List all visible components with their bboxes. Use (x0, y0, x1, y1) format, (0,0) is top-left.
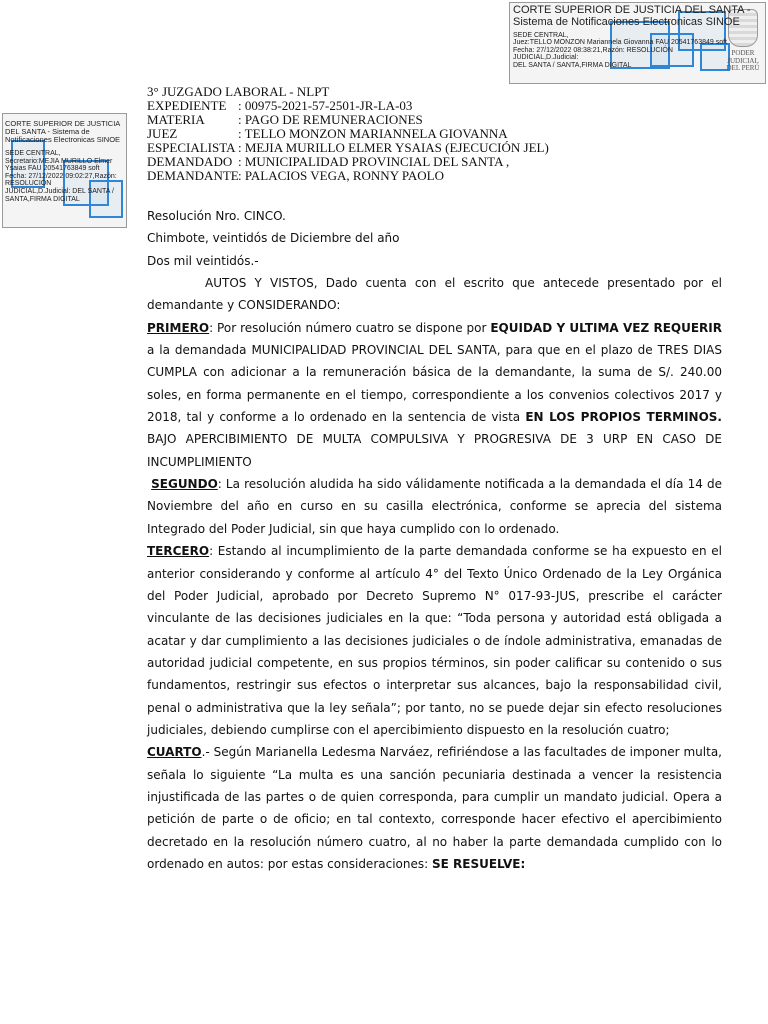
stamp-detail-line: Fecha: 27/12/2022 09:02:27,Razón: (5, 172, 117, 180)
case-header (147, 85, 549, 183)
paragraph-text: a la demandada MUNICIPALIDAD PROVINCIAL DEL SANTA, para que en el plazo de TRES DIAS CUMPLA con adicionar a la remuneración básica de la demandante, la suma de S/. 240.00 soles, en forma permanente en el tiempo, correspondiente a los convenios colectivos 2017 y 2018, tal y conforme a lo ordenado en la sentencia de vista (147, 343, 722, 425)
header-value: : MEJIA MURILLO ELMER YSAIAS (EJECUCIÓN JEL) (238, 140, 549, 155)
paragraph-label: PRIMERO (147, 320, 210, 335)
paragraph-label: SEGUNDO (151, 477, 218, 492)
header-value: : 00975-2021-57-2501-JR-LA-03 (238, 98, 413, 113)
se-resuelve: SE RESUELVE: (431, 856, 526, 871)
stamp-detail-line: Secretario:MEJIA MURILLO Elmer (5, 157, 113, 165)
digital-signature-stamp-judge (509, 2, 766, 84)
header-row-especialista (147, 141, 549, 155)
stamp-org-line: DEL SANTA - Sistema de (5, 127, 90, 137)
header-value: : MUNICIPALIDAD PROVINCIAL DEL SANTA , (238, 154, 510, 169)
paragraph-label: TERCERO (147, 544, 210, 559)
stamp-detail-line: RESOLUCIÓN (5, 180, 52, 188)
stamp-detail-line: SANTA,FIRMA DIGITAL (5, 195, 80, 203)
paragraph-text: : Estando al incumplimiento de la parte demandada conforme se ha expuesto en el anterior considerando y conforme al artículo 4° del Texto Único Ordenado de la Ley Orgánica del Poder Judicial, aprobado por Decreto Supremo N° 017-93-JUS, prescribe el carácter vinculante de las decisiones judiciales en la que: “Toda persona y autoridad está obligada a acatar y dar cumplimiento a las decisiones judiciales o de índole administrativa, emanadas de autoridad judicial competente, en sus propios términos, sin poder calificar su contenido o sus fundamentos, restringir sus efectos o interpretar sus alcances, bajo la responsabilidad civil, penal o administrativa que la ley señala”; por tanto, no se puede dejar sin efecto resoluciones judiciales, debiendo cumplirse con el apercibimiento dispuesto en la resolución cuatro; (147, 544, 722, 737)
stamp-org-line: Sistema de Notificaciones Electronicas SINOE (513, 15, 740, 28)
header-value: : PALACIOS VEGA, RONNY PAOLO (238, 168, 444, 183)
header-key: ESPECIALISTA (147, 140, 236, 155)
header-value: : PAGO DE REMUNERACIONES (238, 112, 423, 127)
header-row-materia (147, 113, 549, 127)
resolution-body (147, 205, 722, 875)
emphasis-text: EQUIDAD Y ULTIMA VEZ REQUERIR (490, 320, 722, 335)
stamp-detail-line: Ysaias FAU 20541763849 soft (5, 165, 100, 173)
header-key: EXPEDIENTE (147, 98, 227, 113)
stamp-detail-line: Juez:TELLO MONZON Mariannela Giovanna FAU 20541763849 soft (513, 39, 727, 47)
header-key: DEMANDANTE (147, 168, 239, 183)
paragraph-label: CUARTO (147, 745, 202, 760)
emphasis-text: EN LOS PROPIOS TERMINOS. (525, 410, 722, 425)
header-key: DEMANDADO (147, 154, 233, 169)
logo-subtext: DEL PERÚ (726, 64, 760, 73)
logo-text: PODER JUDICIAL (727, 49, 759, 65)
paragraph-text: : Por resolución número cuatro se dispone por (209, 320, 491, 335)
paragraph-text: : La resolución aludida ha sido válidamente notificada a la demandada el día 14 de Noviembre del año en curso en su casilla electrónica, conforme se aprecia del sistema Integrado del Poder Judicial, sin que haya cumplido con lo ordenado. (147, 477, 722, 536)
paragraph-text: .- Según Marianella Ledesma Narváez, refiriéndose a las facultades de imponer multa, señala lo siguiente “La multa es una sanción pecuniaria destinada a vencer la resistencia injustificada de las partes o de quien corresponda, para cumplir un mandato judicial. Opera a petición de parte o de oficio; en tal contexto, corresponde hacer efectivo el apercibimiento decretado en la resolución número cuatro, al no haber la parte demandada cumplido con lo ordenado en autos: por estas consideraciones: (147, 745, 722, 871)
paragraph-text: BAJO APERCIBIMIENTO DE MULTA COMPULSIVA Y PROGRESIVA DE 3 URP EN CASO DE INCUMPLIMIENTO (147, 432, 722, 469)
stamp-org-line: CORTE SUPERIOR DE JUSTICIA (5, 119, 121, 128)
stamp-detail-line: JUDICIAL,D.Judicial: DEL SANTA / (5, 188, 114, 196)
autos-y-vistos: AUTOS Y VISTOS, Dado cuenta con el escrito que antecede presentado por el demandante y CONSIDERANDO: (147, 276, 722, 313)
header-key: MATERIA (147, 112, 205, 127)
stamp-org-line: CORTE SUPERIOR DE JUSTICIA DEL SANTA - (513, 4, 751, 16)
header-row-expediente (147, 99, 549, 113)
header-row-juez (147, 127, 549, 141)
stamp-detail-line: Fecha: 27/12/2022 08:38:21,Razón: RESOLUCIÓN JUDICIAL,D.Judicial: (513, 46, 673, 62)
paragraph-cuarto (147, 741, 722, 875)
header-row-demandado (147, 155, 549, 169)
stamp-org-line: Notificaciones Electronicas SINOE (5, 135, 121, 145)
court-name: 3° JUZGADO LABORAL - NLPT (147, 84, 330, 99)
header-key: JUEZ (147, 126, 178, 141)
resolution-number: Resolución Nro. CINCO. (147, 209, 286, 223)
stamp-detail-line: SEDE CENTRAL, (513, 31, 569, 39)
paragraph-primero (147, 317, 722, 473)
place-date: Chimbote, veintidós de Diciembre del año (147, 231, 400, 246)
digital-signature-stamp-secretary (2, 113, 127, 228)
date-year: Dos mil veintidós.- (147, 253, 259, 268)
paragraph-segundo (147, 473, 722, 540)
stamp-detail-line: SEDE CENTRAL, (5, 150, 61, 158)
paragraph-tercero (147, 540, 722, 741)
header-value: : TELLO MONZON MARIANNELA GIOVANNA (238, 126, 508, 141)
stamp-detail-line: DEL SANTA / SANTA,FIRMA DIGITAL (513, 61, 632, 69)
header-row-demandante (147, 169, 549, 183)
